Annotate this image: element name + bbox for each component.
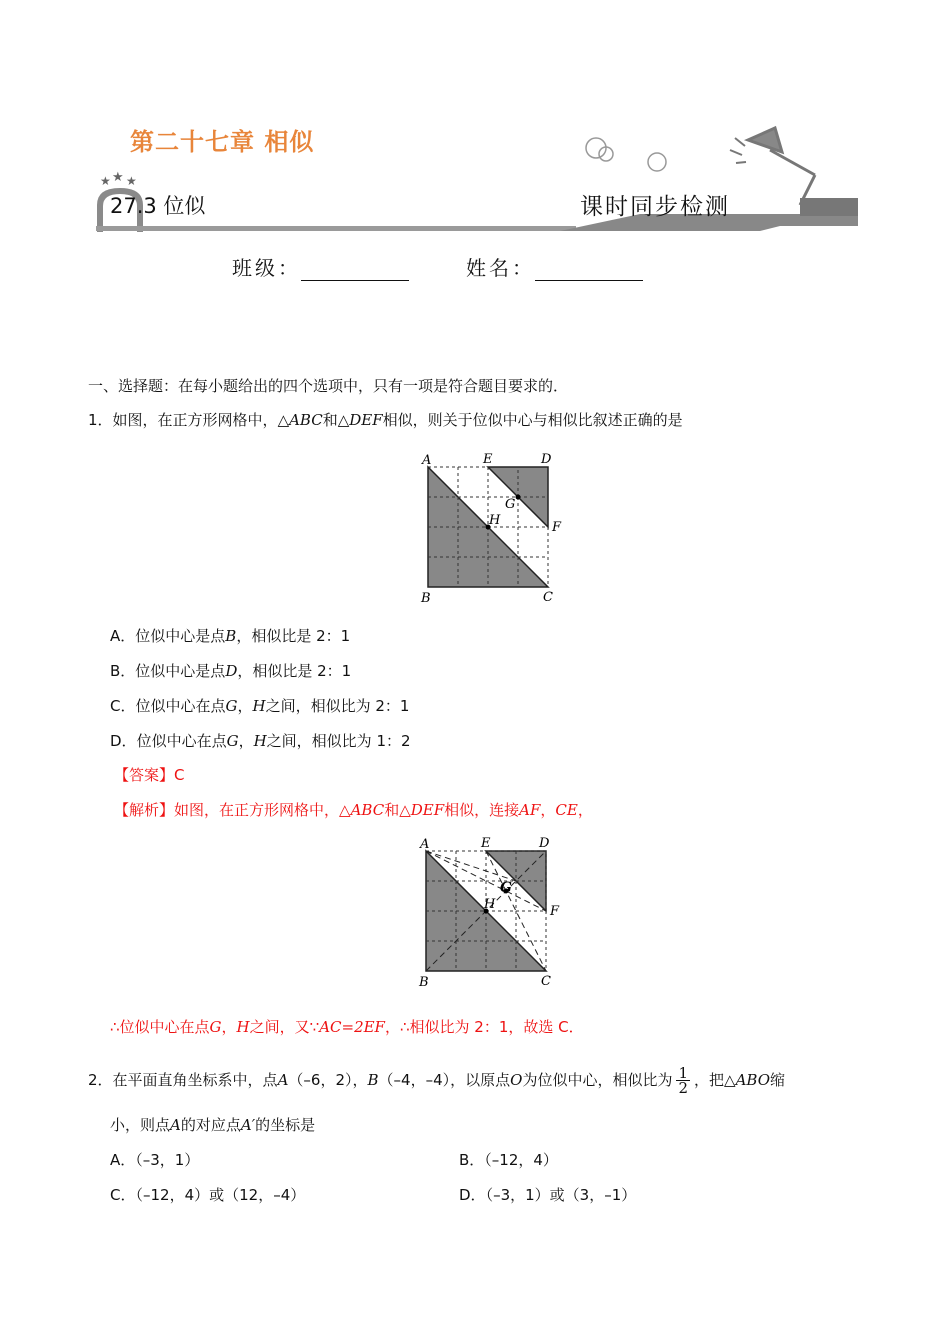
q1-text: 相似，则关于位似中心与相似比叙述正确的是 xyxy=(382,411,683,429)
q1-figure xyxy=(410,448,570,608)
q1-option-c[interactable]: C．位似中心在点G，H之间，相似比为 2：1 xyxy=(110,697,410,715)
label-f: F xyxy=(552,520,562,535)
q2-stem-line2: 小，则点A的对应点A′的坐标是 xyxy=(110,1116,316,1134)
name-field xyxy=(466,252,643,281)
class-blank[interactable] xyxy=(301,280,409,281)
q1-answer: 【答案】C xyxy=(114,766,185,784)
label-a: A xyxy=(422,453,432,468)
svg-text:★: ★ xyxy=(112,170,124,185)
label-e: E xyxy=(481,836,491,851)
label-d: D xyxy=(539,836,550,851)
q1-text: 如图，在正方形网格中， xyxy=(112,411,278,429)
q1-option-b[interactable]: B．位似中心是点D，相似比是 2：1 xyxy=(110,662,352,680)
name-label: 姓名： xyxy=(466,256,535,280)
label-g: G xyxy=(505,497,516,512)
svg-text:★: ★ xyxy=(126,174,137,188)
header-bar xyxy=(96,226,576,231)
label-e: E xyxy=(483,452,493,467)
q1-conclusion: ∴位似中心在点G，H之间，又∵AC=2EF，∴相似比为 2：1，故选 C． xyxy=(110,1018,584,1036)
q1-option-d[interactable]: D．位似中心在点G，H之间，相似比为 1：2 xyxy=(110,732,411,750)
class-label: 班级： xyxy=(232,256,301,280)
q2-fraction: $\frac{1}{2}$ xyxy=(678,1064,689,1097)
q2-option-c[interactable]: C．（–12，4）或（12，–4） xyxy=(110,1186,306,1204)
part-one-heading: 一、选择题：在每小题给出的四个选项中，只有一项是符合题目要求的． xyxy=(88,377,569,395)
q2-stem-line1: 2．在平面直角坐标系中，点A（–6，2），B（–4，–4），以原点O为位似中心，相似比为 $\frac{1}{2}$ ，把△ABO缩 xyxy=(88,1064,786,1097)
label-c: C xyxy=(543,590,553,605)
q2-option-a[interactable]: A．（–3，1） xyxy=(110,1151,200,1169)
label-b: B xyxy=(419,975,429,990)
class-field xyxy=(232,252,409,281)
desk-lamp-icon xyxy=(730,128,815,205)
q1-option-a[interactable]: A．位似中心是点B，相似比是 2：1 xyxy=(110,627,351,645)
label-g: G xyxy=(500,880,512,896)
label-c: C xyxy=(541,974,551,989)
q1-triangle-def: △DEF xyxy=(337,411,383,429)
label-h: H xyxy=(489,513,501,528)
q1-analysis-figure xyxy=(408,832,568,992)
q1-analysis: 【解析】如图，在正方形网格中，△ABC和△DEF相似，连接AF，CE， xyxy=(114,801,593,819)
q1-stem xyxy=(88,410,683,430)
label-f: F xyxy=(550,904,560,919)
label-d: D xyxy=(541,452,552,467)
q1-triangle-abc: △ABC xyxy=(277,411,323,429)
name-blank[interactable] xyxy=(535,280,643,281)
header-bar-block xyxy=(800,198,858,216)
bubble-icon xyxy=(648,153,666,171)
label-a: A xyxy=(420,837,430,852)
chapter-title: 第二十七章 相似 xyxy=(130,128,315,156)
q2-option-d[interactable]: D．（–3，1）或（3，–1） xyxy=(459,1186,637,1204)
label-h: H xyxy=(484,897,496,912)
section-title: 27.3 位似 xyxy=(110,194,206,218)
point-g xyxy=(516,495,521,500)
q1-number: 1． xyxy=(88,411,113,429)
svg-text:★: ★ xyxy=(100,174,111,188)
q1-text: 和 xyxy=(322,411,338,429)
label-b: B xyxy=(421,591,431,606)
sync-label: 课时同步检测 xyxy=(580,194,730,220)
q2-option-b[interactable]: B．（–12，4） xyxy=(459,1151,558,1169)
